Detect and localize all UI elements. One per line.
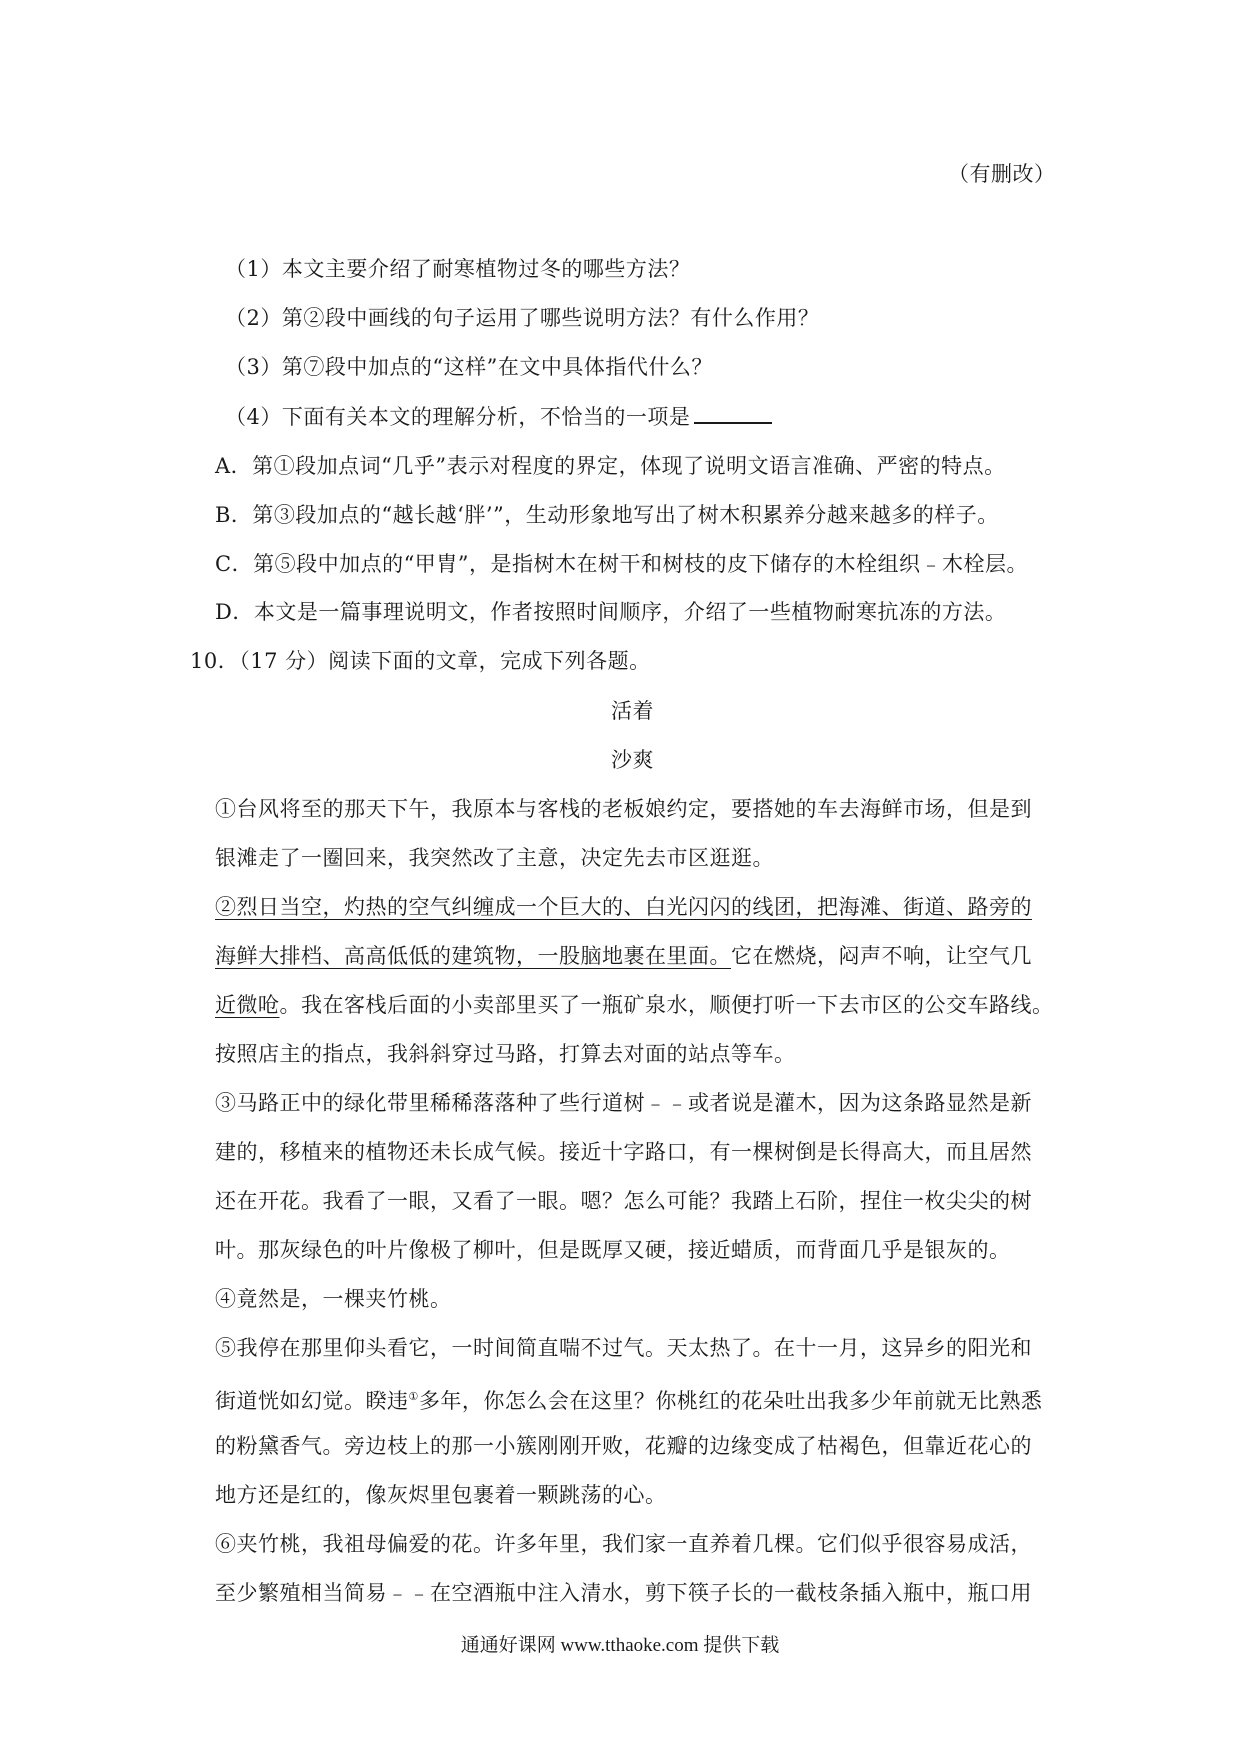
article-author: 沙爽 [611,748,654,772]
paragraph-6-line-1: ⑥夹竹桃，我祖母偏爱的花。许多年里，我们家一直养着几棵。它们似乎很容易成活， [215,1532,1032,1556]
article-title: 活着 [611,699,654,723]
paragraph-2-line-2 [215,942,1032,970]
paragraph-3-line-3: 还在开花。我看了一眼，又看了一眼。嗯？怎么可能？我踏上石阶，捏住一枚尖尖的树 [215,1189,1032,1213]
paragraph-4: ④竟然是，一棵夹竹桃。 [215,1287,452,1311]
question-2: （2）第②段中画线的句子运用了哪些说明方法？有什么作用？ [225,306,820,330]
edit-note: （有删改） [948,162,1056,186]
footnote-marker: ① [408,1390,419,1403]
paragraph-2-line-4: 按照店主的指点，我斜斜穿过马路，打算去对面的站点等车。 [215,1042,796,1066]
question-4 [225,402,772,431]
paragraph-2-line-2-rest: 它在燃烧，闷声不响，让空气几 [731,944,1032,968]
paragraph-3-line-2: 建的，移植来的植物还未长成气候。接近十字路口，有一棵树倒是长得高大，而且居然 [215,1140,1032,1164]
paragraph-6-line-2: 至少繁殖相当简易﹣﹣在空酒瓶中注入清水，剪下筷子长的一截枝条插入瓶中，瓶口用 [215,1581,1032,1605]
paragraph-1-line-1: ①台风将至的那天下午，我原本与客栈的老板娘约定，要搭她的车去海鲜市场，但是到 [215,797,1032,821]
paragraph-5-line-1: ⑤我停在那里仰头看它，一时间简直喘不过气。天太热了。在十一月，这异乡的阳光和 [215,1336,1032,1360]
paragraph-2-line-1: ②烈日当空，灼热的空气纠缠成一个巨大的、白光闪闪的线团，把海滩、街道、路旁的 [215,895,1032,919]
paragraph-2-line-3 [215,991,1054,1019]
paragraph-3-line-4: 叶。那灰绿色的叶片像极了柳叶，但是既厚又硬，接近蜡质，而背面几乎是银灰的。 [215,1238,1011,1262]
paragraph-5-line-3: 的粉黛香气。旁边枝上的那一小簇刚刚开败，花瓣的边缘变成了枯褐色，但靠近花心的 [215,1434,1032,1458]
option-b: B．第③段加点的“越长越‘胖’”，生动形象地写出了树木积累养分越来越多的样子。 [215,503,999,527]
paragraph-5-line-2 [215,1383,1042,1415]
paragraph-1-line-2: 银滩走了一圈回来，我突然改了主意，决定先去市区逛逛。 [215,846,774,870]
underlined-sentence: 海鲜大排档、高高低低的建筑物，一股脑地裹在里面。 [215,944,731,968]
paragraph-2-line-3-rest: 。我在客栈后面的小卖部里买了一瓶矿泉水，顺便打听一下去市区的公交车路线。 [279,993,1054,1017]
page-footer: 通通好课网 www.tthaoke.com 提供下载 [460,1635,780,1656]
paragraph-5-line-2-start: 街道恍如幻觉。睽违 [215,1389,409,1413]
paragraph-3-line-1: ③马路正中的绿化带里稀稀落落种了些行道树﹣﹣或者说是灌木，因为这条路显然是新 [215,1091,1032,1115]
answer-blank [694,402,772,424]
paragraph-5-line-4: 地方还是红的，像灰烬里包裹着一颗跳荡的心。 [215,1483,667,1507]
question-10-header: 10．（17 分）阅读下面的文章，完成下列各题。 [190,649,651,673]
paragraph-5-line-2-end: 多年，你怎么会在这里？你桃红的花朵吐出我多少年前就无比熟悉 [418,1389,1043,1413]
option-d: D．本文是一篇事理说明文，作者按照时间顺序，介绍了一些植物耐寒抗冻的方法。 [215,600,1007,624]
question-4-text: （4）下面有关本文的理解分析，不恰当的一项是 [225,405,691,429]
underlined-fragment: 近微呛 [215,993,280,1017]
option-c: C．第⑤段中加点的“甲胄”，是指树木在树干和树枝的皮下储存的木栓组织﹣木栓层。 [215,552,1029,576]
question-3: （3）第⑦段中加点的“这样”在文中具体指代什么？ [225,355,713,379]
option-a: A．第①段加点词“几乎”表示对程度的界定，体现了说明文语言准确、严密的特点。 [215,454,1006,478]
question-1: （1）本文主要介绍了耐寒植物过冬的哪些方法？ [225,257,691,281]
